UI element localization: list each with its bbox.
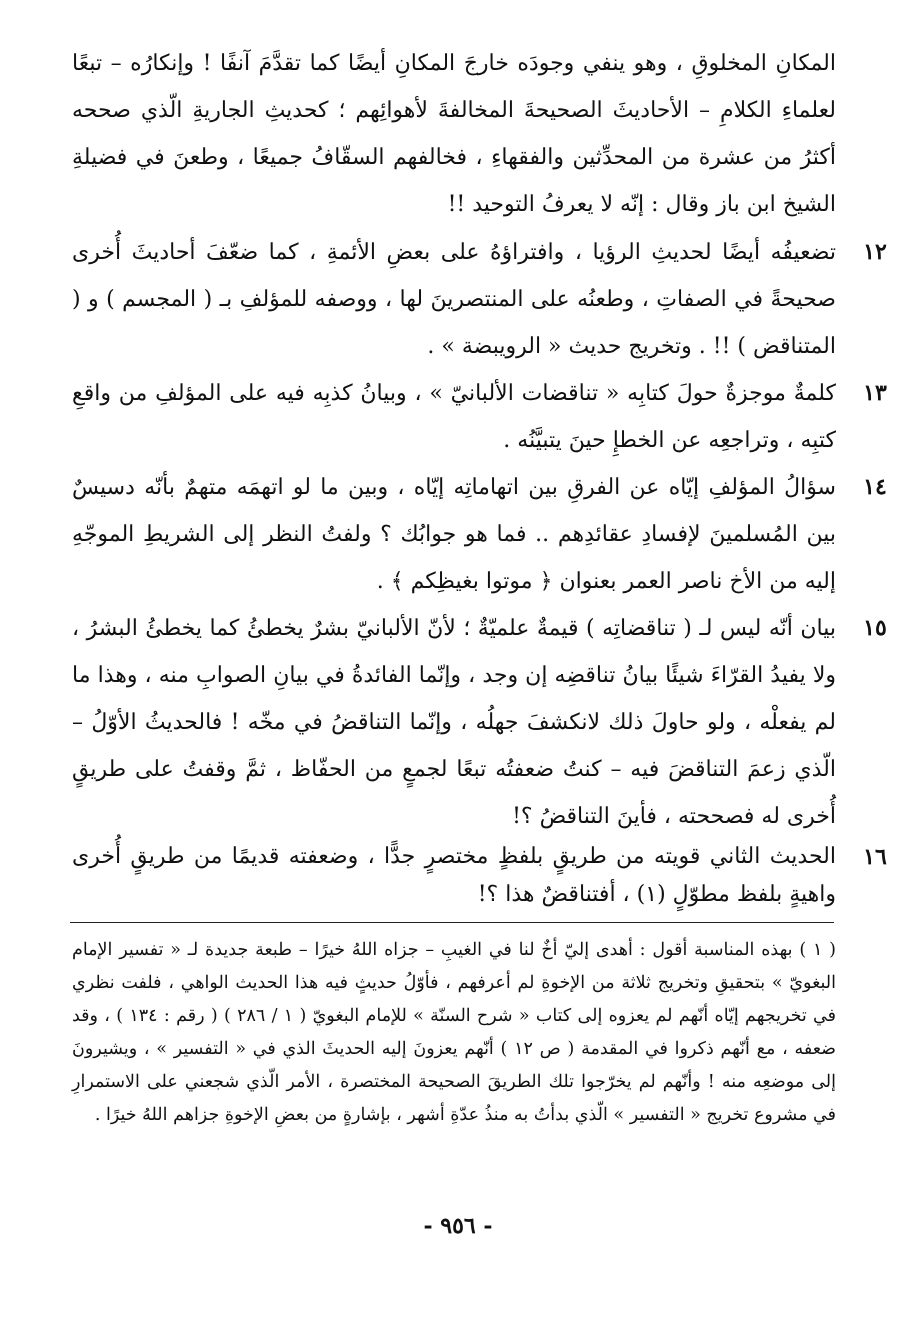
item-text: سؤالُ المؤلفِ إيّاه عن الفرقِ بين اتهاماتِه إيّاه ، وبين ما لو اتهمَه متهمٌ بأنّه دسيسٌ بين المُسلمينَ لإفسادِ عقائدِهم .. فما هو جوابُك ؟ ولفتُ النظر إلى الشريطِ الموجّهِ إليه من الأخ ناصر العمر بعنوان ﴿ موتوا بغيظِكم ﴾ . — [72, 475, 836, 594]
list-item — [72, 370, 887, 464]
list-item — [72, 229, 887, 370]
item-number: ١٤ — [863, 474, 887, 500]
item-text: بيان أنّه ليس لـ ( تناقضاتِه ) قيمةٌ علميّةٌ ؛ لأنّ الألبانيّ بشرٌ يخطئُ كما يخطئُ البشرُ ، ولا يفيدُ القرّاءَ شيئًا بيانُ تناقضِه إن وجد ، وإنّما الفائدةُ في بيانِ الصوابِ منه ، وهذا ما لم يفعلْه ، ولو حاولَ ذلك لانكشفَ جهلُه ، وإنّما التناقضُ في مخّه ! فالحديثُ الأوّلُ – الّذي زعمَ التناقضَ فيه – كنتُ ضعفتُه تبعًا لجمعٍ من الحفّاظ ، ثمَّ وقفتُ على طريقٍ أُخرى له فصححته ، فأينَ التناقضُ ؟! — [72, 616, 837, 829]
item-number: ١٣ — [863, 380, 887, 406]
footnote-separator — [70, 922, 834, 923]
list-item — [72, 605, 887, 840]
footnote: ( ١ ) بهذه المناسبة أقول : أهدى إليّ أخٌ لنا في الغيبِ – جزاه اللهُ خيرًا – طبعة جديدة لـ « تفسير الإمام البغويّ » بتحقيقِ وتخريج ثلاثة من الإخوةِ لم أعرفهم ، فأوّلُ حديثٍ فيه هذا الحديث الواهي ، فلفت نظري في تخريجهم إيّاه أنّهم لم يعزوه إلى كتاب « شرح السنّة » للإمام البغويّ ( ١ / ٢٨٦ ) ( رقم : ١٣٤ ) ، وقد ضعفه ، مع أنّهم ذكروا في المقدمة ( ص ١٢ ) أنّهم يعزونَ إليه الحديثَ الذي في « التفسير » ، ويشيرونَ إلى موضعِه منه ! وأنّهم لم يخرّجوا تلك الطريقَ الصحيحة المختصرة ، الأمر الّذي شجعني على الاستمرارِ في مشروع تخريج « التفسير » الّذي بدأتُ به منذُ عدّةِ أشهر ، بإشارةٍ من بعضِ الإخوةِ جزاهم اللهُ خيرًا . — [72, 940, 837, 1125]
list-item — [72, 838, 887, 914]
page-number: - ٩٥٦ - — [423, 1213, 493, 1239]
continuation-paragraph: المكانِ المخلوقِ ، وهو ينفي وجودَه خارجَ المكانِ أيضًا كما تقدَّمَ آنفًا ! وإنكارُه – تبعًا لعلماءِ الكلامِ – الأحاديثَ الصحيحةَ المخالفةَ لأهوائِهم ؛ كحديثِ الجاريةِ الّذي صححه أكثرُ من عشرة من المحدِّثين والفقهاءِ ، فخالفهم السقّافُ جميعًا ، وطعنَ في فضيلةِ الشيخ ابن باز وقال : إنّه لا يعرفُ التوحيد !! — [72, 51, 836, 217]
item-number: ١٢ — [863, 239, 887, 265]
item-text: الحديث الثاني قويته من طريقٍ بلفظٍ مختصرٍ جدًّا ، وضعفته قديمًا من طريقٍ أُخرى واهيةٍ بلفظ مطوّلٍ (١) ، أفتناقضٌ هذا ؟! — [72, 844, 836, 907]
item-number: ١٥ — [863, 615, 887, 641]
item-number: ١٦ — [863, 844, 887, 870]
item-text: كلمةٌ موجزةٌ حولَ كتابِه « تناقضات الألبانيّ » ، وبيانُ كذبِه فيه على المؤلفِ من واقعِ كتبِه ، وتراجعِه عن الخطإِ حينَ يتبيَّنُه . — [72, 381, 836, 453]
item-text: تضعيفُه أيضًا لحديثِ الرؤيا ، وافتراؤهُ على بعضِ الأئمةِ ، كما ضعّفَ أحاديثَ أُخرى صحيحةً في الصفاتِ ، وطعنُه على المنتصرينَ لها ، ووصفه للمؤلفِ بـ ( المجسم ) و ( المتناقض ) !! . وتخريج حديث « الرويبضة » . — [72, 240, 836, 359]
list-item — [72, 464, 887, 605]
